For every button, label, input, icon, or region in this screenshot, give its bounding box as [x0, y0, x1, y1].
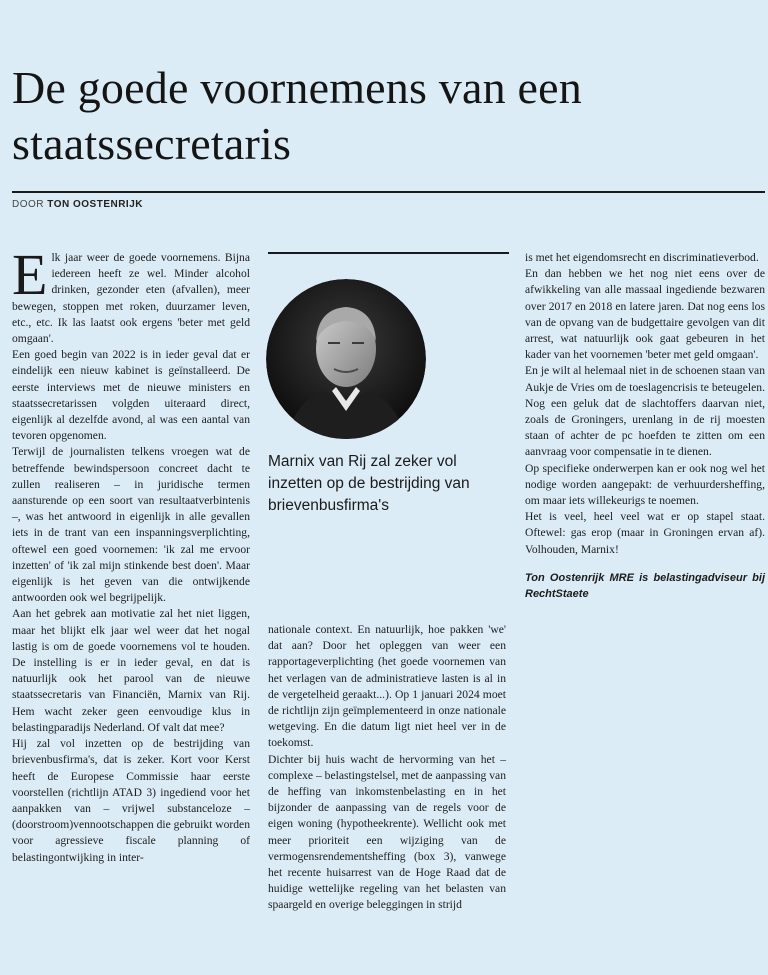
paragraph: Het is veel, heel veel wat er op stapel staat. Oftewel: gas erop (maar in Groningen ervan af). Volhouden, Marnix! — [525, 510, 765, 556]
byline-prefix: DOOR — [12, 199, 44, 210]
pullquote-text: Marnix van Rij zal zeker vol inzetten op de bestrijding van brievenbusfirma's — [268, 453, 470, 514]
column-2 — [268, 622, 506, 914]
pullquote-box — [268, 252, 509, 254]
byline — [12, 199, 143, 210]
dropcap: E — [12, 242, 48, 307]
author-portrait — [266, 279, 426, 439]
pullquote-rule — [268, 252, 509, 254]
paragraph: Dichter bij huis wacht de hervorming van het – complexe – belastingstelsel, met de aanpassing van de heffing van inkomstenbelasting en in het bijzonder de aanpassing van de regels voor de eigen woning (hypotheekrente). Wellicht ook met meer prioriteit een wijziging van de vermogensrendementsheffing (box 3), vanwege het recente huisarrest van de Hoge Raad dat de huidige wettelijke regeling van het belasten van spaargeld en overige beleggingen in strijd — [268, 752, 506, 912]
paragraph: Op specifieke onderwerpen kan er ook nog wel het nodige worden aangepakt: de verhuurdersheffing, om maar iets willekeurigs te noemen. — [525, 461, 765, 508]
paragraph: En je wilt al helemaal niet in de schoenen staan van Aukje de Vries om de toeslagencrisis te beteugelen. Nog een geluk dat de slachtoffers daarvan niet, zoals de Groningers, urenlang in de rij moesten staan of achter de pc hoefden te zitten om een aanvraag voor compensatie in te dienen. — [525, 364, 765, 459]
byline-author: TON OOSTENRIJK — [47, 199, 143, 210]
paragraph: En dan hebben we het nog niet eens over de afwikkeling van alle massaal ingediende bezwaren over 2017 en 2018 en latere jaren. Dat nog eens los van de opvang van de budgettaire gevolgen van dit arrest, wat natuurlijk ook gaat gebeuren in het kader van het voornemen 'beter met geld omgaan'. — [525, 267, 765, 362]
article-title: De goede voornemens van een staatssecretaris — [12, 62, 582, 169]
paragraph: Aan het gebrek aan motivatie zal het niet liggen, maar het blijkt elk jaar wel weer dat het nogal lastig is om de goede voornemens vol te houden. De instelling is er in ieder geval, en dat is natuurlijk ook het parool van de nieuwe staatssecretaris van Financiën, Marnix van Rij. Hem wacht zeker geen eenvoudige klus in belastingparadijs Nederland. Of valt dat mee? — [12, 607, 250, 734]
author-bio: Ton Oostenrijk MRE is belastingadviseur bij RechtStaete — [525, 571, 765, 600]
paragraph: nationale context. En natuurlijk, hoe pakken 'we' dat aan? Door het opleggen van weer een rapportageverplichting (het goede voornemen van het verlagen van de administratieve lasten is al in de vergetelheid geraakt...). Op 1 januari 2024 moet de richtlijn zijn geïmplementeerd in onze nationale wetgeving. En die datum ligt niet heel ver in de toekomst. — [268, 623, 506, 750]
paragraph: Een goed begin van 2022 is in ieder geval dat er eindelijk een nieuw kabinet is geïnstalleerd. De eerste interviews met de nieuwe ministers en staatssecretarissen volgden uiteraard direct, eigenlijk al dezelfde avond, al was een aantal van tevoren opgenomen. — [12, 348, 250, 443]
paragraph: Hij zal vol inzetten op de bestrijding van brievenbusfirma's, dat is zeker. Kort voor Kerst heeft de Europese Commissie haar eerste voorstellen (richtlijn ATAD 3) ingediend voor het aanpakken van – vrijwel substanceloze – (doorstroom)vennootschappen die gebruikt worden voor agressieve fiscale planning of belastingontwijking in inter- — [12, 737, 250, 864]
paragraph: Terwijl de journalisten telkens vroegen wat de betreffende bewindspersoon concreet dacht te zullen realiseren – in juridische termen aansturende op een soort van resultaatverbintenis –, was het antwoord in eigenlijk in alle gevallen iets in de trant van een inspanningsverplichting, oftewel een goed voornemen: 'ik zal me ervoor inzetten' of 'ik zal mijn stinkende best doen'. Maar eigenlijk is het geven van die ontwijkende antwoorden ook wel begrijpelijk. — [12, 445, 250, 605]
column-3 — [525, 250, 765, 602]
paragraph: is met het eigendomsrecht en discriminatieverbod. — [525, 251, 759, 264]
title-rule — [12, 191, 765, 193]
column-1 — [12, 242, 250, 866]
paragraph: Elk jaar weer de goede voornemens. Bijna iedereen heeft ze wel. Minder alcohol drinken, gezonder eten (afvallen), meer bewegen, stoppen met roken, duurzamer leven, etc., etc. Ik las laatst ook ergens 'beter met geld omgaan'. — [12, 242, 250, 346]
